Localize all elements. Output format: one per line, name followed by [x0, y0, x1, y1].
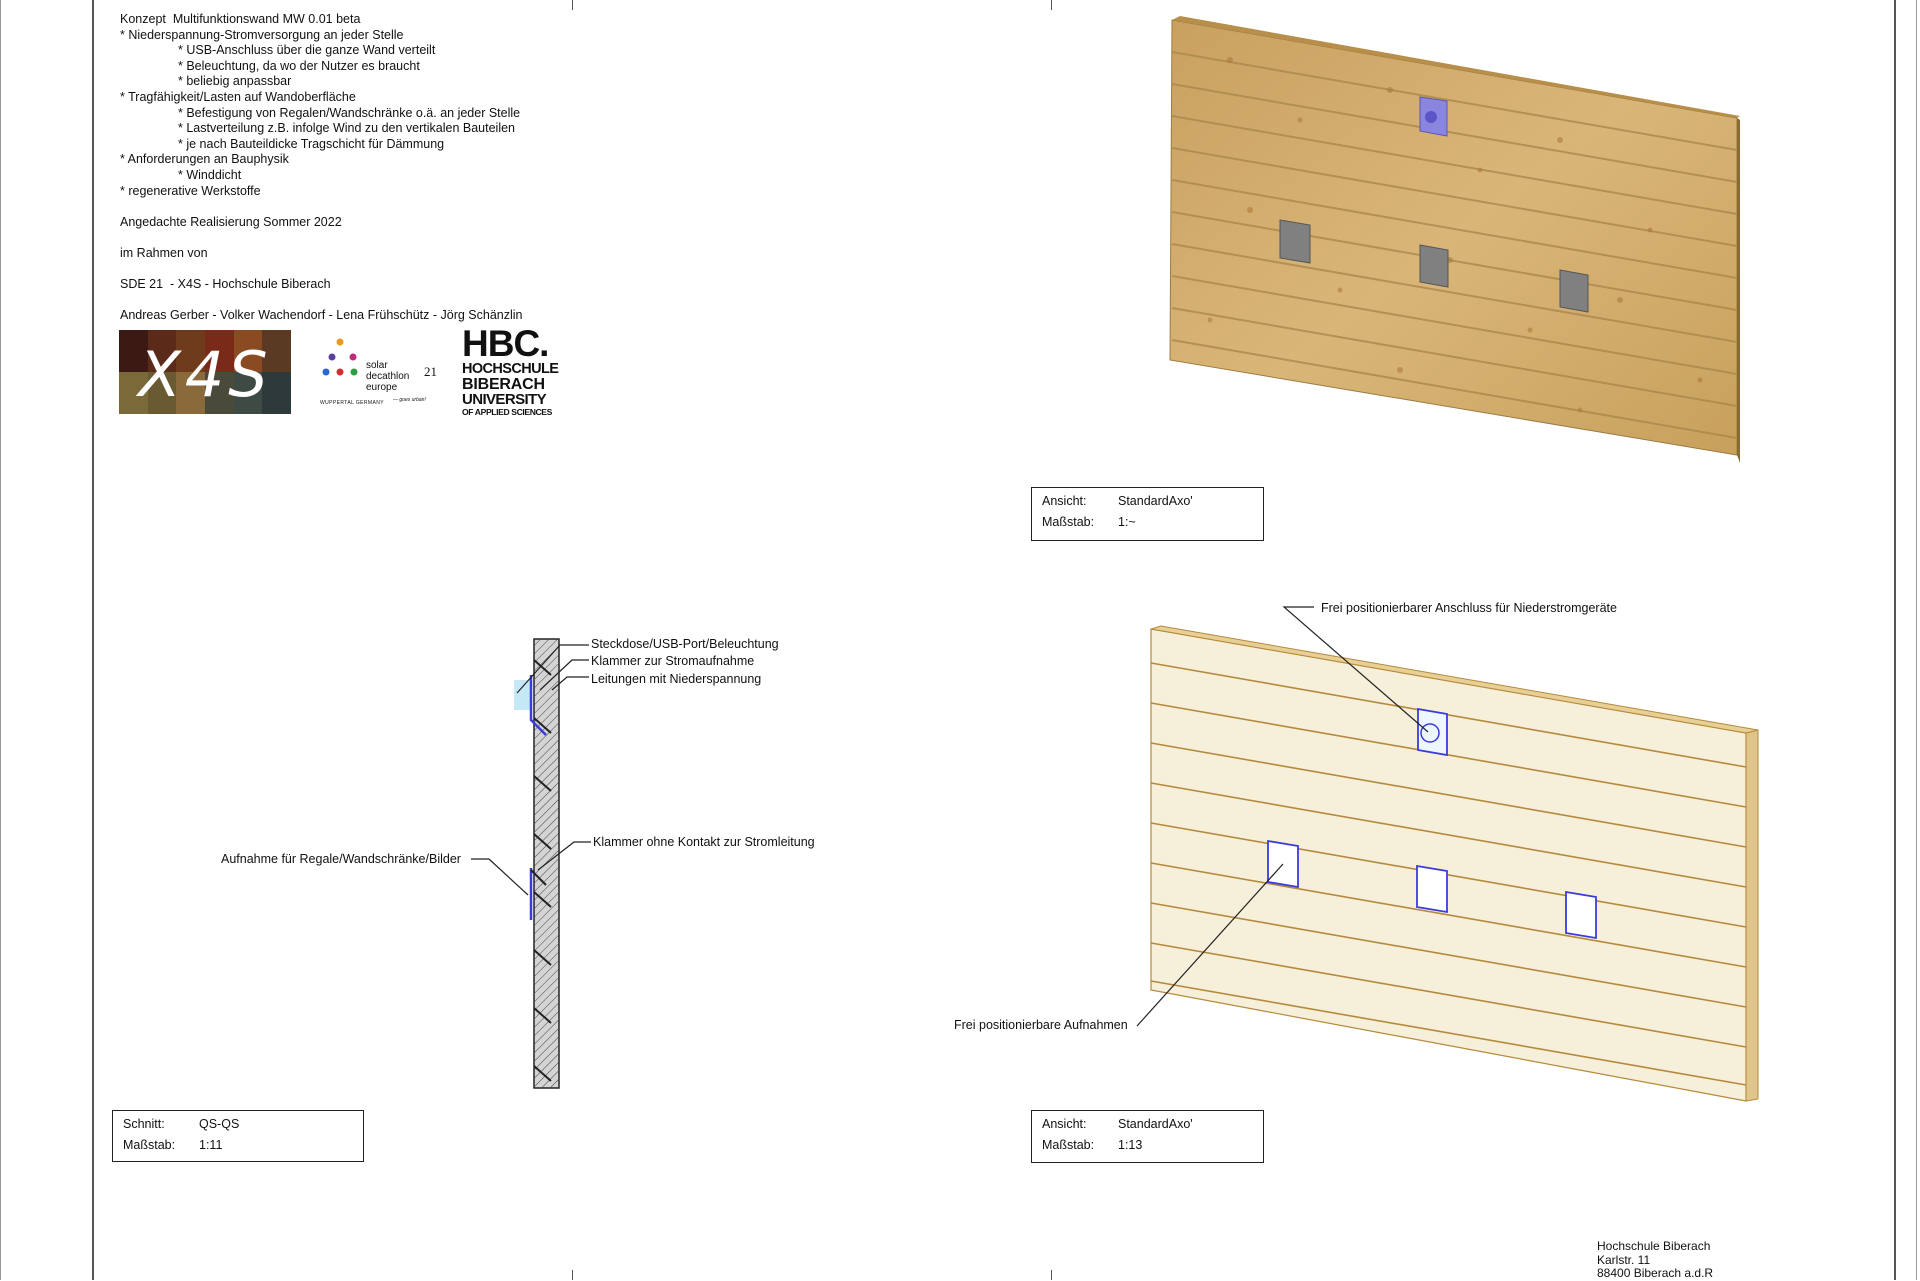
title-box-top-right — [1031, 487, 1264, 541]
footer-line2: Karlstr. 11 — [1597, 1252, 1651, 1267]
hbc-logo — [462, 323, 562, 422]
sde-footer: WUPPERTAL GERMANY — [320, 400, 384, 406]
label-klammer-ohne: Klammer ohne Kontakt zur Stromleitung — [593, 835, 815, 849]
authors-text: Andreas Gerber - Volker Wachendorf - Lena Frühschütz - Jörg Schänzlin — [120, 308, 523, 323]
sheet-edge-left — [0, 0, 1, 1280]
scale-value: 1:11 — [199, 1138, 223, 1152]
section-leaders — [460, 630, 620, 900]
title-box-bottom-right — [1031, 1110, 1264, 1163]
concept-line: * je nach Bauteildicke Tragschicht für Dämmung — [178, 136, 445, 151]
view-label: Ansicht: — [1042, 1117, 1087, 1131]
sheet-tick — [1051, 0, 1052, 10]
sde-number: 21 — [424, 364, 437, 379]
view-value: StandardAxo' — [1118, 1117, 1193, 1131]
concept-line: Konzept Multifunktionswand MW 0.01 beta — [120, 12, 361, 26]
label-leitungen: Leitungen mit Niederspannung — [591, 672, 762, 686]
concept-line: * Tragfähigkeit/Lasten auf Wandoberfläche — [120, 89, 356, 104]
sde-line3: europe — [366, 382, 398, 393]
title-box-bottom-left — [112, 1110, 364, 1162]
concept-line: * Lastverteilung z.B. infolge Wind zu den vertikalen Bauteilen — [178, 121, 515, 136]
sheet-border-left — [92, 0, 94, 1280]
concept-line: * Winddicht — [178, 167, 242, 182]
label-aufnahmen: Frei positionierbare Aufnahmen — [954, 1018, 1128, 1032]
scale-value: 1:13 — [1118, 1138, 1143, 1152]
hbc-line2: BIBERACH — [462, 376, 545, 393]
concept-line: * Befestigung von Regalen/Wandschränke o.ä. an jeder Stelle — [178, 105, 521, 120]
sde-line1: solar — [366, 360, 388, 371]
footer-line3: 88400 Biberach a.d.R — [1597, 1266, 1714, 1280]
view-label: Ansicht: — [1042, 494, 1087, 508]
hbc-big: HBC. — [462, 323, 549, 364]
mount-panel — [1280, 220, 1310, 263]
concept-line: * beliebig anpassbar — [178, 74, 292, 89]
concept-line: * regenerative Werkstoffe — [120, 183, 261, 198]
sde-tag: — goes urban! — [393, 397, 426, 403]
concept-line: * Niederspannung-Stromversorgung an jeder Stelle — [120, 27, 404, 42]
sheet-tick — [1051, 1270, 1052, 1280]
view-value: StandardAxo' — [1118, 494, 1193, 508]
scale-label: Maßstab: — [1042, 1138, 1095, 1152]
section-label: Schnitt: — [123, 1117, 165, 1131]
hbc-line4: OF APPLIED SCIENCES — [462, 407, 552, 417]
sheet-tick — [572, 0, 573, 10]
footer-address — [1597, 1240, 1713, 1281]
label-aufnahme: Aufnahme für Regale/Wandschränke/Bilder — [221, 852, 461, 866]
context-text: im Rahmen von — [120, 245, 208, 260]
scale-value: 1:~ — [1118, 515, 1136, 529]
footer-line1: Hochschule Biberach — [1597, 1239, 1711, 1253]
mount-panel — [1420, 245, 1448, 287]
concept-line: * Anforderungen an Bauphysik — [120, 152, 289, 167]
section-value: QS-QS — [199, 1117, 240, 1131]
scale-label: Maßstab: — [1042, 515, 1095, 529]
sheet-edge-right — [1916, 0, 1917, 1280]
hbc-line3: UNIVERSITY — [462, 391, 547, 408]
realisation-text: Angedachte Realisierung Sommer 2022 — [120, 214, 342, 229]
label-anschluss: Frei positionierbarer Anschluss für Niederstromgeräte — [1321, 601, 1617, 615]
project-text: SDE 21 - X4S - Hochschule Biberach — [120, 277, 331, 292]
mount-outline — [1566, 892, 1596, 938]
concept-text-block — [120, 12, 523, 324]
sheet-tick — [572, 1270, 573, 1280]
concept-line: * Beleuchtung, da wo der Nutzer es braucht — [178, 58, 420, 73]
sheet-border-right — [1894, 0, 1896, 1280]
x4s-logo-text: X4S — [138, 338, 272, 411]
solar-decathlon-logo — [318, 334, 443, 414]
concept-line: * USB-Anschluss über die ganze Wand verteilt — [178, 43, 436, 58]
label-steckdose: Steckdose/USB-Port/Beleuchtung — [591, 637, 779, 651]
textured-wall-axo — [1160, 10, 1750, 470]
mount-panel — [1560, 270, 1588, 312]
hbc-line1: HOCHSCHULE — [462, 361, 559, 377]
scale-label: Maßstab: — [123, 1138, 176, 1152]
line-wall-axo — [940, 595, 1770, 1115]
socket-outline — [1418, 709, 1447, 755]
mount-outline — [1417, 866, 1447, 912]
sde-line2: decathlon — [366, 371, 410, 382]
label-klammer-strom: Klammer zur Stromaufnahme — [591, 654, 755, 668]
x4s-logo — [119, 330, 291, 414]
